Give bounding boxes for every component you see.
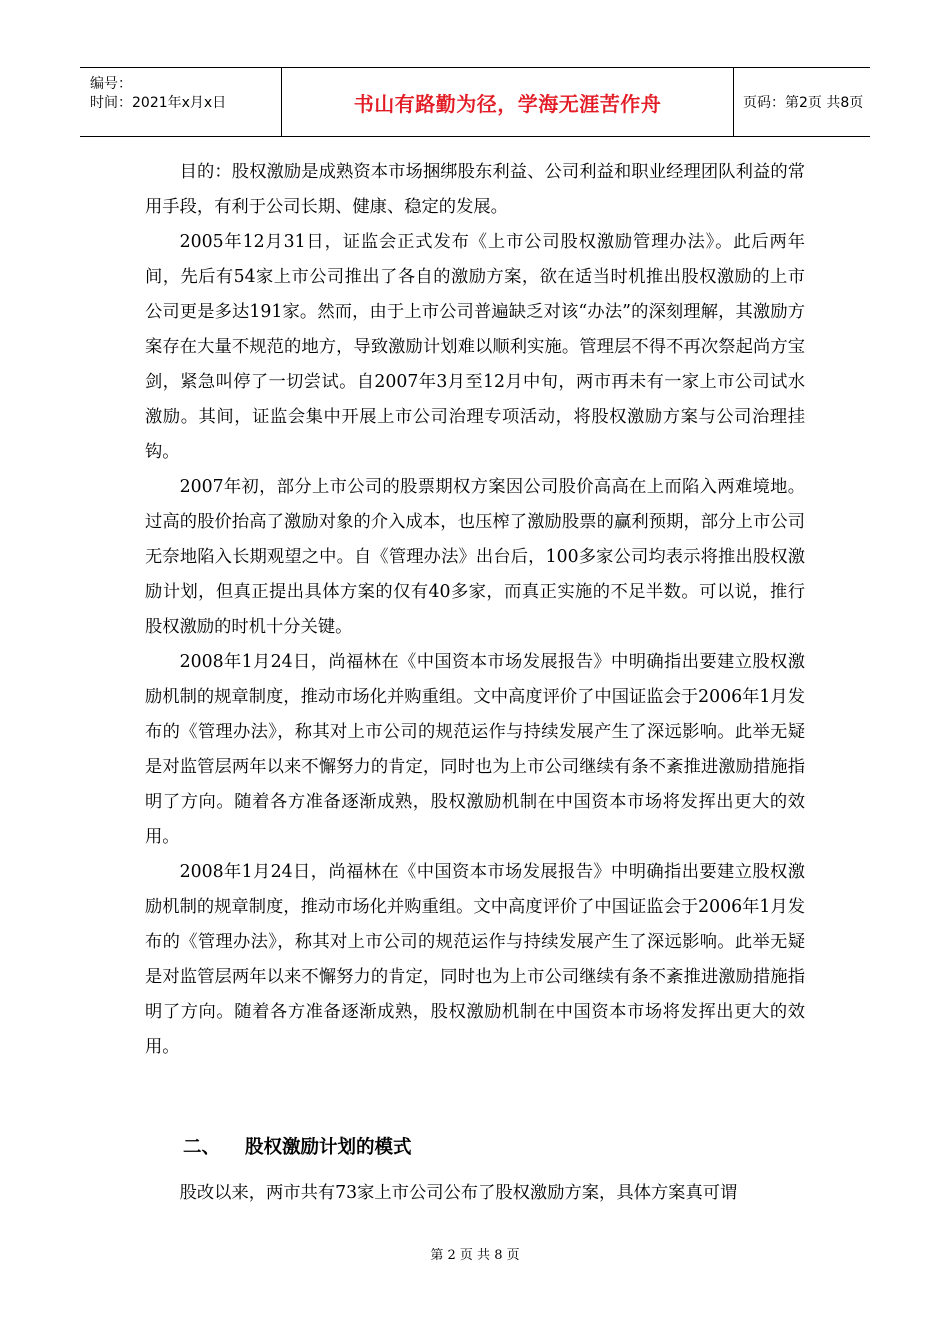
- section-heading: [183, 1135, 412, 1161]
- document-time-label: 时间：2021年x月x日: [90, 95, 227, 111]
- paragraph-1: 目的：股权激励是成熟资本市场捆绑股东利益、公司利益和职业经理团队利益的常用手段，有利于公司长期、健康、稳定的发展。: [145, 162, 805, 217]
- paragraph-6: 股改以来，两市共有73家上市公司公布了股权激励方案，具体方案真可谓: [179, 1183, 738, 1203]
- header-motto: 书山有路勤为径，学海无涯苦作舟: [353, 92, 662, 116]
- section-title: 股权激励计划的模式: [245, 1137, 412, 1158]
- document-number-label: 编号：: [90, 76, 132, 92]
- paragraph-3: 2007年初，部分上市公司的股票期权方案因公司股价高高在上而陷入两难境地。过高的股价抬高了激励对象的介入成本，也压榨了激励股票的赢利预期，部分上市公司无奈地陷入长期观望之中。自《管理办法》出台后，100多家公司均表示将推出股权激励计划，但真正提出具体方案的仅有40多家，而真正实施的不足半数。可以说，推行股权激励的时机十分关键。: [145, 477, 805, 637]
- page-header: [80, 67, 870, 137]
- page-footer: 第 2 页 共 8 页: [430, 1248, 520, 1263]
- section-number: 二、: [183, 1137, 221, 1158]
- header-page-code: 页码：第2页 共8页: [743, 95, 864, 111]
- header-page-cell: [733, 68, 870, 136]
- paragraph-5: 2008年1月24日，尚福林在《中国资本市场发展报告》中明确指出要建立股权激励机制的规章制度，推动市场化并购重组。文中高度评价了中国证监会于2006年1月发布的《管理办法》，称其对上市公司的规范运作与持续发展产生了深远影响。此举无疑是对监管层两年以来不懈努力的肯定，同时也为上市公司继续有条不紊推进激励措施指明了方向。随着各方准备逐渐成熟，股权激励机制在中国资本市场将发挥出更大的效用。: [145, 862, 805, 1057]
- paragraph-4: 2008年1月24日，尚福林在《中国资本市场发展报告》中明确指出要建立股权激励机制的规章制度，推动市场化并购重组。文中高度评价了中国证监会于2006年1月发布的《管理办法》，称其对上市公司的规范运作与持续发展产生了深远影响。此举无疑是对监管层两年以来不懈努力的肯定，同时也为上市公司继续有条不紊推进激励措施指明了方向。随着各方准备逐渐成熟，股权激励机制在中国资本市场将发挥出更大的效用。: [145, 652, 805, 847]
- header-left-cell: [80, 68, 281, 136]
- header-motto-cell: [281, 68, 734, 136]
- paragraph-2: 2005年12月31日，证监会正式发布《上市公司股权激励管理办法》。此后两年间，先后有54家上市公司推出了各自的激励方案，欲在适当时机推出股权激励的上市公司更是多达191家。然而，由于上市公司普遍缺乏对该“办法”的深刻理解，其激励方案存在大量不规范的地方，导致激励计划难以顺利实施。管理层不得不再次祭起尚方宝剑，紧急叫停了一切尝试。自2007年3月至12月中旬，两市再未有一家上市公司试水激励。其间，证监会集中开展上市公司治理专项活动，将股权激励方案与公司治理挂钩。: [145, 232, 805, 462]
- document-body: [145, 155, 805, 1065]
